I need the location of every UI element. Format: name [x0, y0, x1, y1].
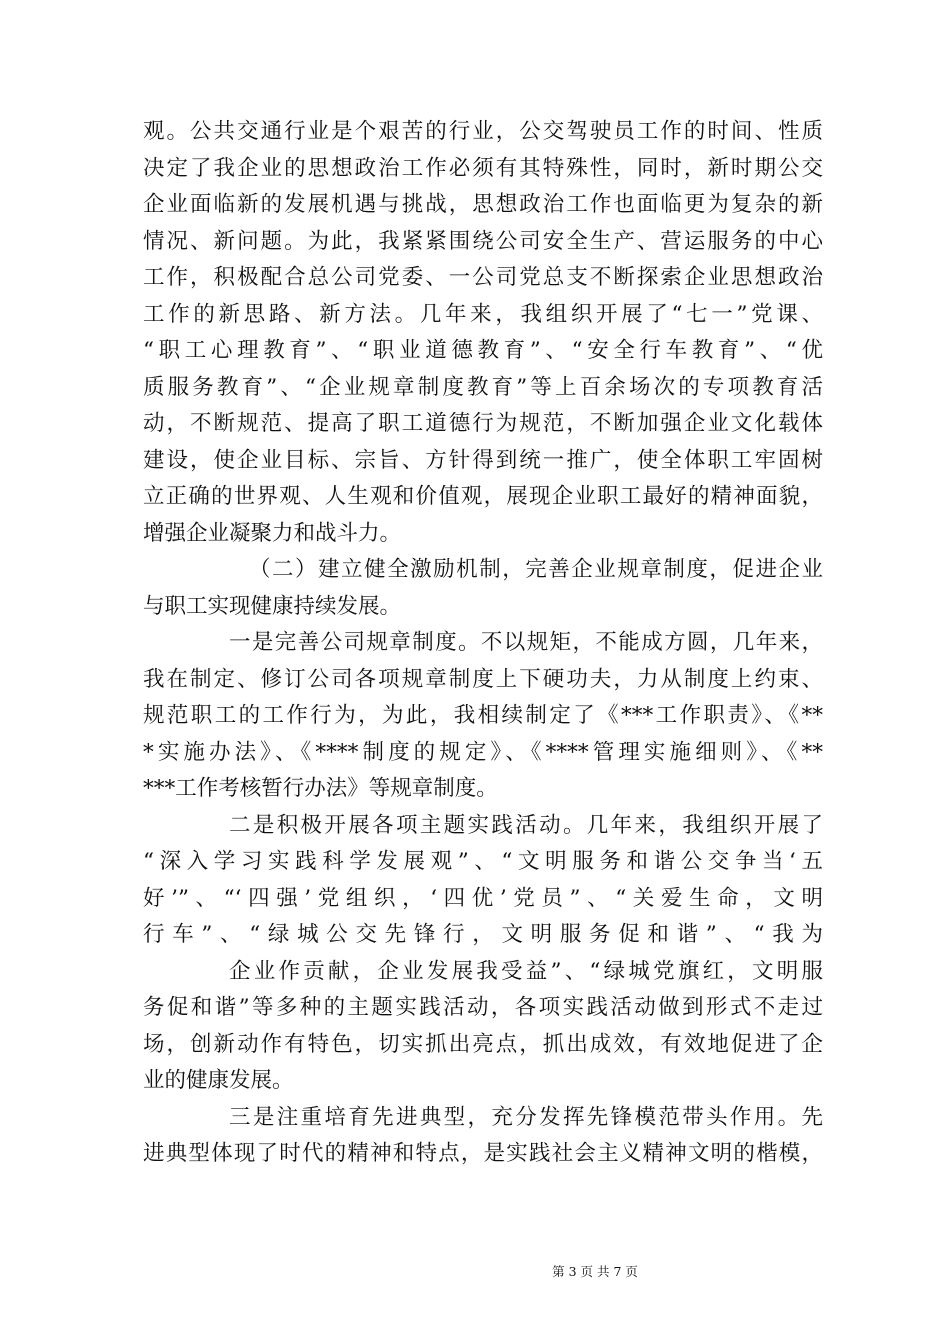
text-line: 企业面临新的发展机遇与挑战，思想政治工作也面临更为复杂的新 [143, 192, 823, 217]
text-line: 进典型体现了时代的精神和特点，是实践社会主义精神文明的楷模， [143, 1141, 823, 1166]
text-line: 建设，使企业目标、宗旨、方针得到统一推广，使全体职工牢固树 [143, 447, 823, 473]
section-heading-continued: 与职工实现健康持续发展。 [143, 593, 402, 619]
text-line: 规范职工的工作行为，为此，我相续制定了《***工作职责》、《** [143, 703, 823, 728]
text-line: 好’”、“‘四强’党组织，‘四优’党员”、“关爱生命，文明 [143, 885, 823, 911]
paragraph-start: 三是注重培育先进典型，充分发挥先锋模范带头作用。先 [229, 1104, 823, 1130]
body-text [143, 114, 823, 1173]
text-line: 工作，积极配合总公司党委、一公司党总支不断探索企业思想政治 [143, 265, 823, 290]
text-line: 行车”、“绿城公交先锋行，文明服务促和谐”、“我为 [143, 922, 823, 947]
text-line: 质服务教育”、“企业规章制度教育”等上百余场次的专项教育活 [143, 374, 823, 400]
text-line: 立正确的世界观、人生观和价值观，展现企业职工最好的精神面貌， [143, 484, 823, 509]
paragraph-start: 二是积极开展各项主题实践活动。几年来，我组织开展了 [229, 812, 823, 838]
text-line: 增强企业凝聚力和战斗力。 [143, 520, 402, 546]
text-line: 企业作贡献，企业发展我受益”、“绿城党旗红，文明服 [229, 958, 823, 984]
text-line: 情况、新问题。为此，我紧紧围绕公司安全生产、营运服务的中心 [143, 228, 823, 254]
text-line: ***工作考核暂行办法》等规章制度。 [143, 776, 498, 801]
section-heading: （二）建立健全激励机制，完善企业规章制度，促进企业 [249, 557, 823, 582]
text-line: “深入学习实践科学发展观”、“文明服务和谐公交争当‘五 [143, 849, 823, 874]
paragraph-start: 一是完善公司规章制度。不以规矩，不能成方圆，几年来， [229, 630, 823, 655]
text-line: 决定了我企业的思想政治工作必须有其特殊性，同时，新时期公交 [143, 155, 823, 181]
text-line: 我在制定、修订公司各项规章制度上下硬功夫，力从制度上约束、 [143, 666, 823, 692]
text-line: “职工心理教育”、“职业道德教育”、“安全行车教育”、“优 [143, 338, 823, 363]
text-line: 工作的新思路、新方法。几年来，我组织开展了“七一”党课、 [143, 301, 823, 327]
text-line: 务促和谐”等多种的主题实践活动，各项实践活动做到形式不走过 [143, 995, 823, 1020]
text-line: 场，创新动作有特色，切实抓出亮点，抓出成效，有效地促进了企 [143, 1031, 823, 1057]
text-line: 业的健康发展。 [143, 1068, 294, 1093]
text-line: *实施办法》、《****制度的规定》、《****管理实施细则》、《** [143, 739, 823, 765]
page-number-footer: 第 3 页 共 7 页 [552, 1264, 638, 1279]
text-line: 动，不断规范、提高了职工道德行为规范，不断加强企业文化载体 [143, 411, 823, 436]
text-line: 观。公共交通行业是个艰苦的行业，公交驾驶员工作的时间、性质 [143, 119, 823, 144]
